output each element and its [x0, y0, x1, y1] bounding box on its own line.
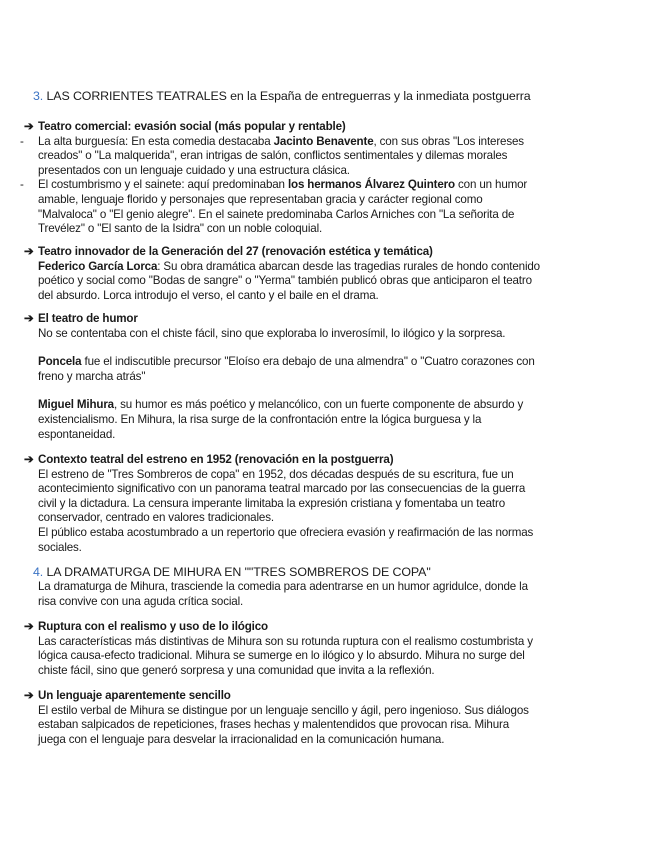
contexto-title: Contexto teatral del estreno en 1952 (renovación en la postguerra) — [38, 453, 394, 466]
text-line: existencialismo. En Mihura, la risa surge de la confrontación entre la lógica burguesa y la — [38, 412, 482, 426]
text-line: risa convive con una aguda crítica social. — [38, 594, 244, 608]
text-line: El estilo verbal de Mihura se distingue por un lenguaje sencillo y ágil, pero ingenioso. Sus diálogos — [38, 703, 529, 717]
section-4-intro — [38, 580, 638, 609]
text-line: Las características más distintivas de Mihura son su rotunda ruptura con el realismo costumbrista y — [38, 634, 533, 648]
section-3-number: 3. — [33, 89, 44, 103]
text: fue el indiscutible precursor "Eloíso era debajo de una almendra" o "Cuatro corazones con — [81, 355, 535, 369]
block-teatro-comercial — [20, 120, 634, 237]
block-lenguaje — [24, 689, 634, 747]
section-4-heading — [33, 565, 431, 580]
author-name: Poncela — [38, 355, 82, 369]
ruptura-title: Ruptura con el realismo y uso de lo ilógico — [38, 620, 268, 633]
text-line: freno y marcha atrás" — [38, 369, 146, 383]
arrow-icon: ➔ — [24, 312, 34, 325]
text-line — [24, 260, 634, 275]
comercial-title-row — [24, 120, 634, 135]
author-name: Jacinto Benavente — [273, 134, 374, 148]
section-4-number: 4. — [33, 565, 44, 579]
dash-marker: - — [20, 134, 24, 148]
arrow-icon: ➔ — [24, 245, 34, 258]
arrow-icon: ➔ — [24, 620, 34, 633]
innovador-title: Teatro innovador de la Generación del 27 (renovación estética y temática) — [38, 245, 433, 258]
text-line: El estreno de "Tres Sombreros de copa" en 1952, dos décadas después de su escritura, fue un — [38, 467, 514, 481]
innovador-title-row — [24, 245, 634, 260]
dash-marker: - — [20, 178, 24, 192]
text: con un humor — [454, 178, 528, 192]
arrow-icon: ➔ — [24, 453, 34, 466]
text-line: No se contentaba con el chiste fácil, sino que exploraba lo inverosímil, lo ilógico y la sorpresa. — [38, 326, 506, 340]
author-name: Federico García Lorca — [38, 259, 158, 273]
text-line: sociales. — [38, 540, 82, 554]
contexto-title-row — [24, 453, 634, 468]
text-line: amable, lenguaje florido y personajes que representaban gracia y carácter regional como — [38, 192, 483, 206]
text-line — [24, 355, 634, 370]
ruptura-title-row — [24, 620, 634, 635]
text: La alta burguesía: En esta comedia destacaba — [38, 134, 274, 148]
block-teatro-innovador — [24, 245, 634, 303]
arrow-icon: ➔ — [24, 120, 34, 133]
text-line: creados" o "La malquerida", eran intrigas de salón, conflictos sentimentales y dilemas morales — [38, 149, 508, 163]
text-line — [24, 398, 634, 413]
lenguaje-title-row — [24, 689, 634, 704]
section-4-title: LA DRAMATURGA DE MIHURA EN ""TRES SOMBREROS DE COPA" — [46, 565, 431, 579]
comercial-title: Teatro comercial: evasión social (más popular y rentable) — [38, 120, 346, 133]
humor-title-row — [24, 312, 634, 327]
text-line: Trevélez" o "El santo de la Isidra" con un noble coloquial. — [38, 222, 323, 236]
text-line: estaban salpicados de repeticiones, frases hechas y malentendidos que provocan risa. Mihura — [38, 718, 509, 732]
humor-title: El teatro de humor — [38, 312, 138, 325]
text-line: "Malvaloca" o "El genio alegre". En el sainete predominaba Carlos Arniches con "La señorita de — [38, 207, 515, 221]
text: El costumbrismo y el sainete: aquí predominaban — [38, 178, 288, 192]
text-line: acontecimiento significativo con un panorama teatral marcado por las consecuencias de la guerra — [38, 482, 526, 496]
text: : Su obra dramática abarcan desde las tragedias rurales de hondo contenido — [157, 259, 540, 273]
text-line: espontaneidad. — [38, 427, 116, 441]
text: , su humor es más poético y melancólico, con un fuerte componente de absurdo y — [114, 398, 524, 412]
section-3-heading — [33, 89, 531, 104]
comercial-item-1 — [20, 134, 634, 150]
text-line: El público estaba acostumbrado a un repertorio que ofreciera evasión y reafirmación de las normas — [38, 525, 534, 539]
text-line: presentados con un lenguaje cuidado y una estructura clásica. — [38, 163, 350, 177]
text: , con sus obras "Los intereses — [373, 134, 524, 148]
section-3-title: LAS CORRIENTES TEATRALES en la España de entreguerras y la inmediata postguerra — [46, 89, 531, 103]
text-line: civil y la dictadura. La censura imperante limitaba la expresión cristiana y fomentaba un teatro — [38, 496, 505, 510]
text-line: del absurdo. Lorca introdujo el verso, el canto y el baile en el drama. — [38, 288, 379, 302]
block-contexto-teatral — [24, 453, 634, 555]
text-line: juega con el lenguaje para desvelar la irracionalidad en la comunicación humana. — [38, 732, 445, 746]
text-line: poético y social como "Bodas de sangre" o "Yerma" también publicó obras que anticiparon el teatro — [38, 274, 532, 288]
text-line: conservador, centrado en valores tradicionales. — [38, 511, 274, 525]
text-line: chiste fácil, sino que generó sorpresa y una comunidad que invita a la reflexión. — [38, 663, 435, 677]
text-line: La dramaturga de Mihura, trasciende la comedia para adentrarse en un humor agridulce, donde la — [38, 580, 528, 593]
author-name: los hermanos Álvarez Quintero — [287, 178, 455, 192]
comercial-item-2 — [20, 178, 634, 193]
author-name: Miguel Mihura — [38, 398, 114, 412]
text-line: lógica causa-efecto tradicional. Mihura se sumerge en lo ilógico y lo absurdo. Mihura no surge del — [38, 649, 525, 663]
block-ruptura — [24, 620, 634, 678]
block-teatro-humor — [24, 312, 634, 442]
lenguaje-title: Un lenguaje aparentemente sencillo — [38, 689, 231, 702]
arrow-icon: ➔ — [24, 689, 34, 702]
